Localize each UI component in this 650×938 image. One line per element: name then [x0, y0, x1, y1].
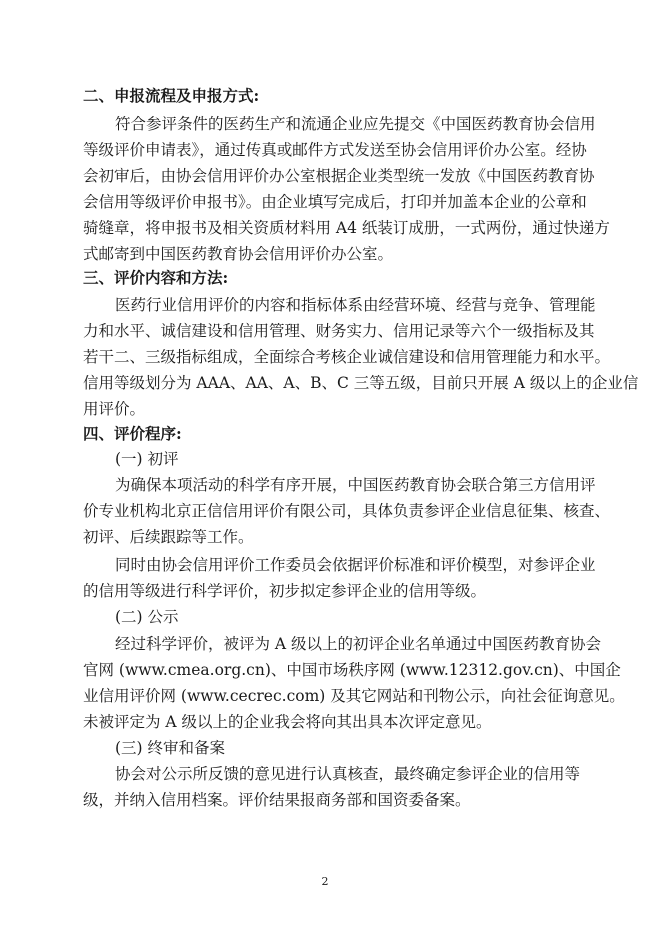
subheading-publicity: (二) 公示 — [115, 608, 179, 626]
paragraph-line: 同时由协会信用评价工作委员会依据评价标准和评价模型，对参评企业 — [115, 556, 596, 574]
paragraph-line: 式邮寄到中国医药教育协会信用评价办公室。 — [83, 245, 394, 263]
heading-evaluation-content: 三、评价内容和方法: — [83, 268, 229, 287]
paragraph-line: 业信用评价网 (www.cecrec.com) 及其它网站和刊物公示，向社会征询意见。 — [83, 687, 625, 705]
page-number: 2 — [321, 875, 329, 888]
paragraph-line: 骑缝章，将申报书及相关资质材料用 A4 纸装订成册，一式两份，通过快递方 — [83, 219, 610, 237]
subheading-final-review: (三) 终审和备案 — [115, 739, 226, 757]
paragraph-line: 经过科学评价，被评为 A 级以上的初评企业名单通过中国医药教育协会 — [115, 635, 602, 653]
paragraph-line: 为确保本项活动的科学有序开展，中国医药教育协会联合第三方信用评 — [115, 476, 596, 494]
heading-application-process: 二、申报流程及申报方式: — [83, 86, 260, 105]
paragraph-line: 等级评价申请表》，通过传真或邮件方式发送至协会信用评价办公室。经协 — [83, 141, 587, 159]
paragraph-line: 的信用等级进行科学评价，初步拟定参评企业的信用等级。 — [83, 582, 487, 600]
paragraph-line: 未被评定为 A 级以上的企业我会将向其出具本次评定意见。 — [83, 713, 492, 731]
paragraph-line: 用评价。 — [83, 400, 146, 418]
paragraph-line: 符合参评条件的医药生产和流通企业应先提交《中国医药教育协会信用 — [115, 115, 596, 133]
paragraph-line: 级，并纳入信用档案。评价结果报商务部和国资委备案。 — [83, 791, 471, 809]
paragraph-line: 价专业机构北京正信信用评价有限公司，具体负责参评企业信息征集、核查、 — [83, 502, 611, 520]
paragraph-line: 官网 (www.cmea.org.cn)、中国市场秩序网 (www.12312.gov.cn)、中国企 — [83, 661, 621, 679]
paragraph-line: 若干二、三级指标组成，全面综合考核企业诚信建设和信用管理能力和水平。 — [83, 348, 611, 366]
heading-evaluation-procedure: 四、评价程序: — [83, 424, 182, 443]
paragraph-line: 力和水平、诚信建设和信用管理、财务实力、信用记录等六个一级指标及其 — [83, 322, 595, 340]
paragraph-line: 信用等级划分为 AAA、AA、A、B、C 三等五级，目前只开展 A 级以上的企业信 — [83, 374, 639, 392]
paragraph-line: 会信用等级评价申报书》。由企业填写完成后，打印并加盖本企业的公章和 — [83, 193, 587, 211]
paragraph-line: 协会对公示所反馈的意见进行认真核查，最终确定参评企业的信用等 — [115, 765, 581, 783]
paragraph-line: 初评、后续跟踪等工作。 — [83, 528, 254, 546]
subheading-preliminary: (一) 初评 — [115, 450, 179, 468]
paragraph-line: 会初审后，由协会信用评价办公室根据企业类型统一发放《中国医药教育协 — [83, 167, 595, 185]
paragraph-line: 医药行业信用评价的内容和指标体系由经营环境、经营与竞争、管理能 — [115, 296, 596, 314]
